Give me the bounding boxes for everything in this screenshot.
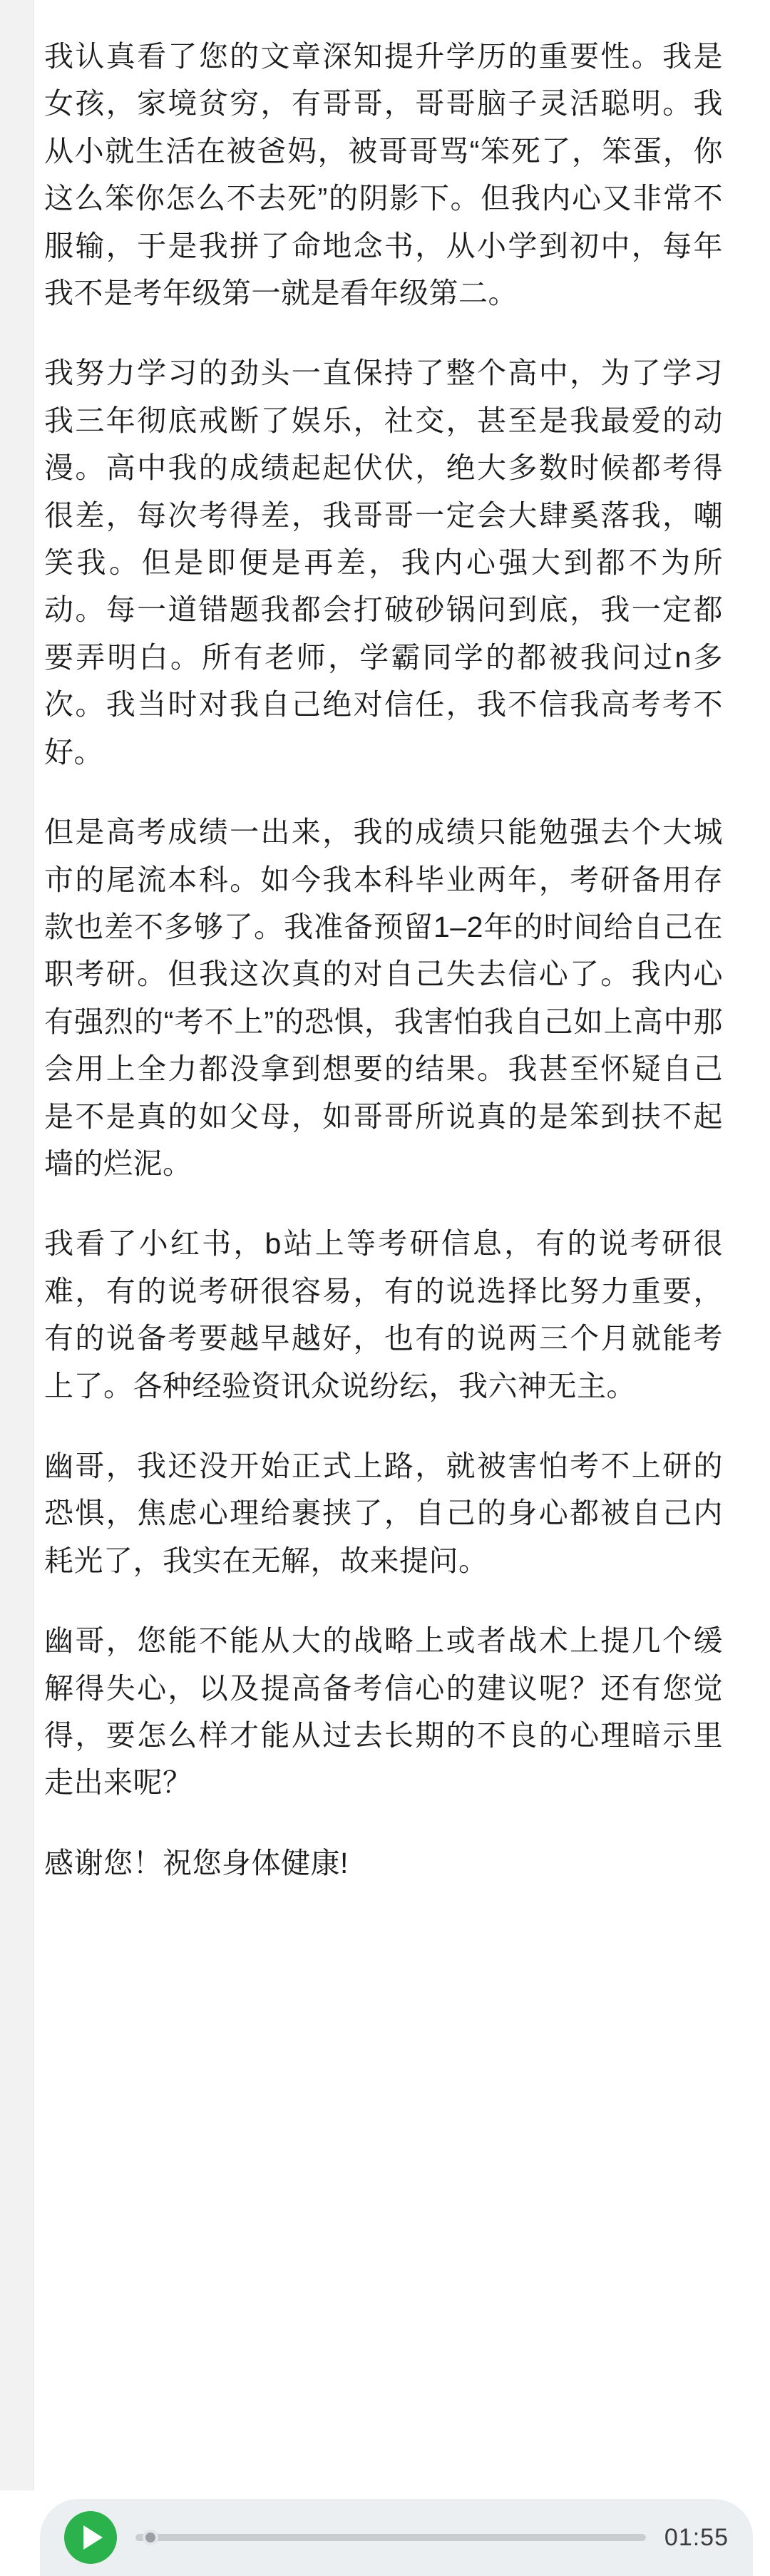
play-triangle-glyph [83, 2525, 103, 2550]
audio-duration-label: 01:55 [664, 2523, 729, 2551]
paragraph: 幽哥，我还没开始正式上路，就被害怕考不上研的恐惧，焦虑心理给裹挟了，自己的身心都被自己内耗光了，我实在无解，故来提问。 [44, 1449, 723, 1577]
paragraph: 我努力学习的劲头一直保持了整个高中，为了学习我三年彻底戒断了娱乐，社交，甚至是我最爱的动漫。高中我的成绩起起伏伏，绝大多数时候都考得很差，每次考得差，我哥哥一定会大肆奚落我，嘲笑我。但是即便是再差，我内心强大到都不为所动。每一道错题我都会打破砂锅问到底，我一定都要弄明白。所有老师，学霸同学的都被我问过n多次。我当时对我自己绝对信任，我不信我高考考不好。 [44, 356, 723, 769]
audio-scrubber[interactable] [135, 2511, 646, 2564]
paragraph: 但是高考成绩一出来，我的成绩只能勉强去个大城市的尾流本科。如今我本科毕业两年，考研备用存款也差不多够了。我准备预留1–2年的时间给自己在职考研。但我这次真的对自己失去信心了。我内心有强烈的“考不上”的恐惧，我害怕我自己如上高中那会用上全力都没拿到想要的结果。我甚至怀疑自己是不是真的如父母，如哥哥所说真的是笨到扶不起墙的烂泥。 [44, 816, 723, 1180]
left-margin-rail [0, 0, 34, 2576]
audio-progress-handle[interactable] [143, 2530, 158, 2545]
audio-player-container [0, 2490, 770, 2576]
audio-player [40, 2499, 753, 2576]
play-icon[interactable] [64, 2511, 117, 2564]
paragraph: 幽哥，您能不能从大的战略上或者战术上提几个缓解得失心，以及提高备考信心的建议呢？还有您觉得，要怎么样才能从过去长期的不良的心理暗示里走出来呢？ [44, 1624, 723, 1800]
paragraph: 我看了小红书，b站上等考研信息，有的说考研很难，有的说考研很容易，有的说选择比努力重要，有的说备考要越早越好，也有的说两三个月就能考上了。各种经验资讯众说纷纭，我六神无主。 [44, 1227, 723, 1402]
paragraph: 感谢您！祝您身体健康! [44, 1846, 349, 1879]
paragraph: 我认真看了您的文章深知提升学历的重要性。我是女孩，家境贫穷，有哥哥，哥哥脑子灵活聪明。我从小就生活在被爸妈，被哥哥骂“笨死了，笨蛋，你这么笨你怎么不去死”的阴影下。但我内心又非常不服输，于是我拼了命地念书，从小学到初中，每年我不是考年级第一就是看年级第二。 [44, 40, 723, 310]
article-body [40, 0, 764, 1887]
audio-progress-track[interactable] [135, 2534, 646, 2541]
